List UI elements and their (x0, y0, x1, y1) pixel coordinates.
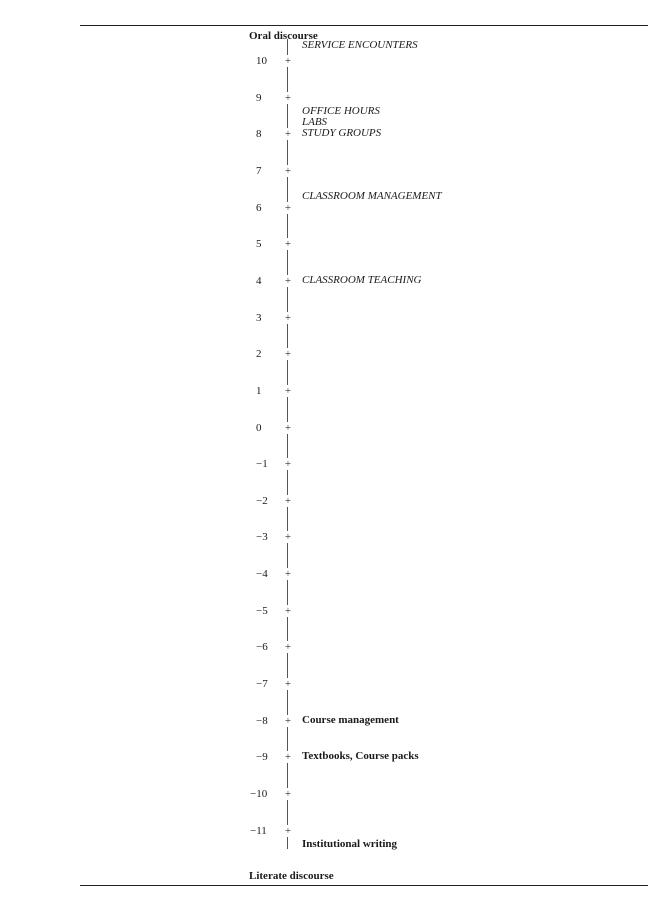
category-label: Institutional writing (302, 838, 398, 851)
top-rule (80, 25, 648, 26)
bottom-rule (80, 885, 648, 886)
tick-label: 4 (256, 274, 262, 287)
tick-mark: + (281, 678, 295, 690)
tick-label: −9 (256, 751, 268, 764)
tick-mark: + (281, 715, 295, 727)
tick-label: 1 (256, 384, 262, 397)
category-label: STUDY GROUPS (302, 127, 382, 140)
tick-mark: + (281, 751, 295, 763)
tick-mark: + (281, 55, 295, 67)
tick-label: −1 (256, 458, 268, 471)
category-label: SERVICE ENCOUNTERS (302, 39, 418, 52)
tick-label: −5 (256, 604, 268, 617)
tick-mark: + (281, 605, 295, 617)
literate-discourse-label: Literate discourse (249, 870, 334, 882)
tick-mark: + (281, 128, 295, 140)
tick-mark: + (281, 825, 295, 837)
tick-label: −3 (256, 531, 268, 544)
tick-label: −2 (256, 494, 268, 507)
category-label: Textbooks, Course packs (302, 750, 419, 763)
tick-label: 7 (256, 164, 262, 177)
tick-mark: + (281, 568, 295, 580)
category-label: OFFICE HOURS (302, 105, 380, 118)
oral-discourse-label: Oral discourse (249, 30, 318, 42)
tick-mark: + (281, 495, 295, 507)
category-label: Course management (302, 713, 399, 726)
axis-line (287, 39, 288, 849)
tick-label: −10 (250, 788, 268, 800)
tick-mark: + (281, 641, 295, 653)
tick-mark: + (281, 458, 295, 470)
tick-label: 6 (256, 201, 262, 214)
category-label: CLASSROOM TEACHING (302, 273, 422, 286)
scale-axis (281, 43, 295, 869)
tick-mark: + (281, 165, 295, 177)
tick-mark: + (281, 348, 295, 360)
tick-mark: + (281, 788, 295, 800)
tick-mark: + (281, 312, 295, 324)
tick-mark: + (281, 238, 295, 250)
category-label: CLASSROOM MANAGEMENT (302, 189, 442, 202)
tick-label: 0 (256, 421, 262, 434)
tick-label: −4 (256, 568, 268, 581)
tick-label: 5 (256, 238, 262, 251)
tick-mark: + (281, 531, 295, 543)
tick-label: 9 (256, 91, 262, 104)
tick-label: −7 (256, 678, 268, 691)
tick-label: −8 (256, 714, 268, 727)
tick-label: 8 (256, 128, 262, 141)
tick-label: 3 (256, 311, 262, 324)
tick-mark: + (281, 92, 295, 104)
tick-label: 2 (256, 348, 262, 361)
tick-label: 10 (256, 55, 267, 67)
category-label: LABS (302, 116, 328, 129)
tick-mark: + (281, 275, 295, 287)
tick-mark: + (281, 422, 295, 434)
tick-label: −6 (256, 641, 268, 654)
tick-mark: + (281, 202, 295, 214)
tick-label: −11 (250, 824, 267, 837)
tick-mark: + (281, 385, 295, 397)
